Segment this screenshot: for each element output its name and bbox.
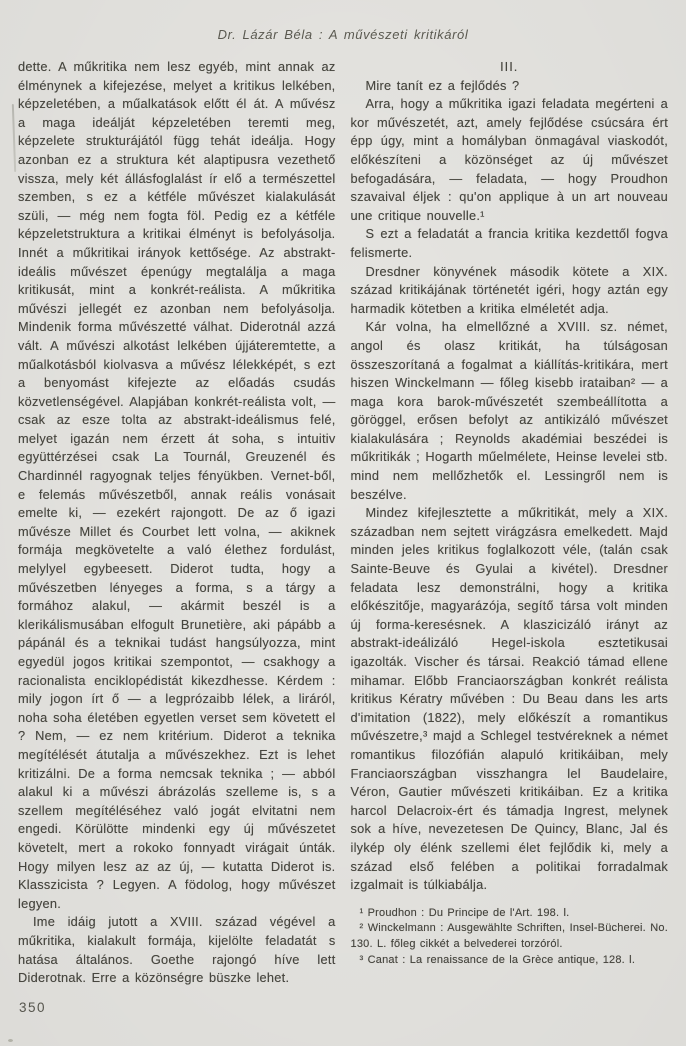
paragraph: Dresdner könyvének második kötete a XIX. század kritikájának történetét igéri, hogy aztán egy harmadik kötetben a kritika elméletét adja. <box>350 263 668 316</box>
paragraph: Mire tanít ez a fejlődés ? <box>365 77 520 93</box>
footnotes <box>351 906 669 968</box>
paragraph: S ezt a feladatát a francia kritika kezdettől fogva felismerte. <box>350 226 668 260</box>
scan-artifact-speck <box>8 1039 13 1042</box>
left-column <box>18 58 336 988</box>
right-column <box>351 58 669 988</box>
footnote: ¹ Proudhon : Du Principe de l'Art. 198. l. <box>359 906 570 919</box>
paragraph: Ime idáig jutott a XVIII. század végével a műkritika, kialakult formája, kijelölte feladatát s hatása általános. Goethe rajongó híve lett Diderotnak. Erre a közönségre büszke lehet. <box>18 914 336 986</box>
running-header: Dr. Lázár Béla : A művészeti kritikáról <box>217 27 469 42</box>
page-number: 350 <box>19 1000 47 1015</box>
footnote: ² Winckelmann : Ausgewählte Schriften, Insel-Bücherei. No. 130. L. főleg cikkét a belvederei torzóról. <box>350 922 668 950</box>
paragraph: Kár volna, ha elmellőzné a XVIII. sz. német, angol és olasz kritikát, ha túlságosan összeszorítaná a fogalmat a kiállítás-kritikára, mert hiszen Winckelmann — főleg kisebb irataiban² — a maga kora barok-művészetét szembeállította a göröggel, erősen befolyt az antikizáló művészet kialakulására ; Reynolds akadémiai beszédei is műkritikák ; Hogarth műelmélete, Heinse levelei stb. mind nem mellőzhetők el. Lessingről nem is beszélve. <box>350 319 668 502</box>
paragraph: Arra, hogy a műkritika igazi feladata megérteni a kor művészetét, azt, amely fejlődése csúcsára ért épp úgy, mint a homályban önmagával viaskodót, előkészíteni a közönséget az új művészet befogadására, — feladata, — hogy Proudhon szavaival éljek : qu'on applique à un art nouveau une critique nouvelle.¹ <box>350 96 668 223</box>
paragraph: Mindez kifejlesztette a műkritikát, mely a XIX. században nem sejtett virágzásra emelkedett. Majd minden jeles kritikus foglalkozott véle, (talán csak Sainte-Beuve és Gyulai a kivétel). Dresdner feladata lesz demonstrálni, hogy a kritika előkészitője, magyarázója, segítő társa volt minden új forma-keresésnek. A klaszicizáló irányt az abstrakt-ideálizáló Hegel-iskola esztetikusai igazolták. Vischer és társai. Reakció támad ellene mihamar. Előbb Franciaországban konkrét reálista kritikus Kératry művében : Du Beau dans les arts d'imitation (1822), mely előkészít a romantikus művészetre,³ majd a Schlegel testvéreknek a német romantikus filozófián alapuló kritikáiban, mely Franciaországban visszhangra lel Baudelaire, Véron, Gautier művészeti kritikáiban. Ez a kritika harcol Delacroix-ért és támadja Ingrest, melynek sok a híve, nevezetesen De Quincy, Blanc, Jal és ilykép oly élénk szellemi élet fejlődik ki, mely a század első felében a politikai forradalmak izgalmait is túlkiabálja. <box>350 505 668 893</box>
text-columns <box>0 58 686 988</box>
footnote: ³ Canat : La renaissance de la Grèce antique, 128. l. <box>359 953 636 966</box>
paragraph: dette. A műkritika nem lesz egyéb, mint annak az élménynek a kifejezése, melyet a kritikus lelkében, képzeletében, a műalkatások előtt él át. A művész a maga ideálját képzeletében teremti meg, képzelete strukturájától függ tehát ideálja. Hogy azonban ez a struktura két alaptipusra vezethető vissza, mely két állásfoglalást ír elő a természettel szemben, s ez a kétféle művészet kialakulását szüli, — még nem fogta föl. Pedig ez a kétféle képzeletstruktura a kritikai élményt is befolyásolja. Innét a műkritikai irányok kettősége. Az abstrakt-ideális művészet épenúgy megtalálja a maga kritikusát, mint a konkrét-reálista. A műkritika művészi jellegét ez azonban nem befolyásolja. Mindenik forma művészetté válhat. Diderotnál azzá vált. A művészi alkotást lelkében újjáteremtette, a műalkotásból kiolvasva a művész lélekképét, s ezt a benyomást kifejezte az előadás csudás közvetlenségével. Alapjában konkrét-reálista volt, — csak az esze tolta az abstrakt-ideálismus felé, melyet igazán nem érzett át soha, s intuitiv együttérzései csak La Tournál, Greuzenél és Chardinnél ragyognak teljes fényükben. Vernet-ből, e felemás művészetből, annak reális vonásait emelte ki, — ezekért rajongott. De az ő igazi művésze Millet és Courbet lett volna, — akiknek formája megkövetelte a való élethez fordulást, melylyel egybeesett. Diderot tudta, hogy a művészetben lényeges a forma, s a tárgy a formához alakul, — akármit beszél is a klerikálismusában elfogult Brunetière, aki pápább a pápánál és a teknikai tudást hangsúlyozza, mint egyedül jogos kritikai szempontot, — csakhogy a racionalista enciklopédistát kikezdhesse. Kérdem : mily jogon írt ő — a legprózaibb lélek, a liráról, noha soha életében egyetlen verset sem követett el ? Nem, — ez nem kritérium. Diderot a teknika megítélését átutalja a művészekhez. Ezt is lehet kritizálni. De a forma nemcsak teknika ; — abból alakul ki a művészi ábrázolás szelleme is, s a szellem megítéléséhez való jogát elvitatni nem engedi. Körülötte mindenki egy új művészetet követelt, mert a rokoko fonnyadt virágait únták. Hogy milyen lesz az az új, — kutatta Diderot is. Klasszicista ? Legyen. A födolog, hogy művészet legyen. <box>18 59 336 911</box>
section-heading: III. <box>500 59 519 74</box>
